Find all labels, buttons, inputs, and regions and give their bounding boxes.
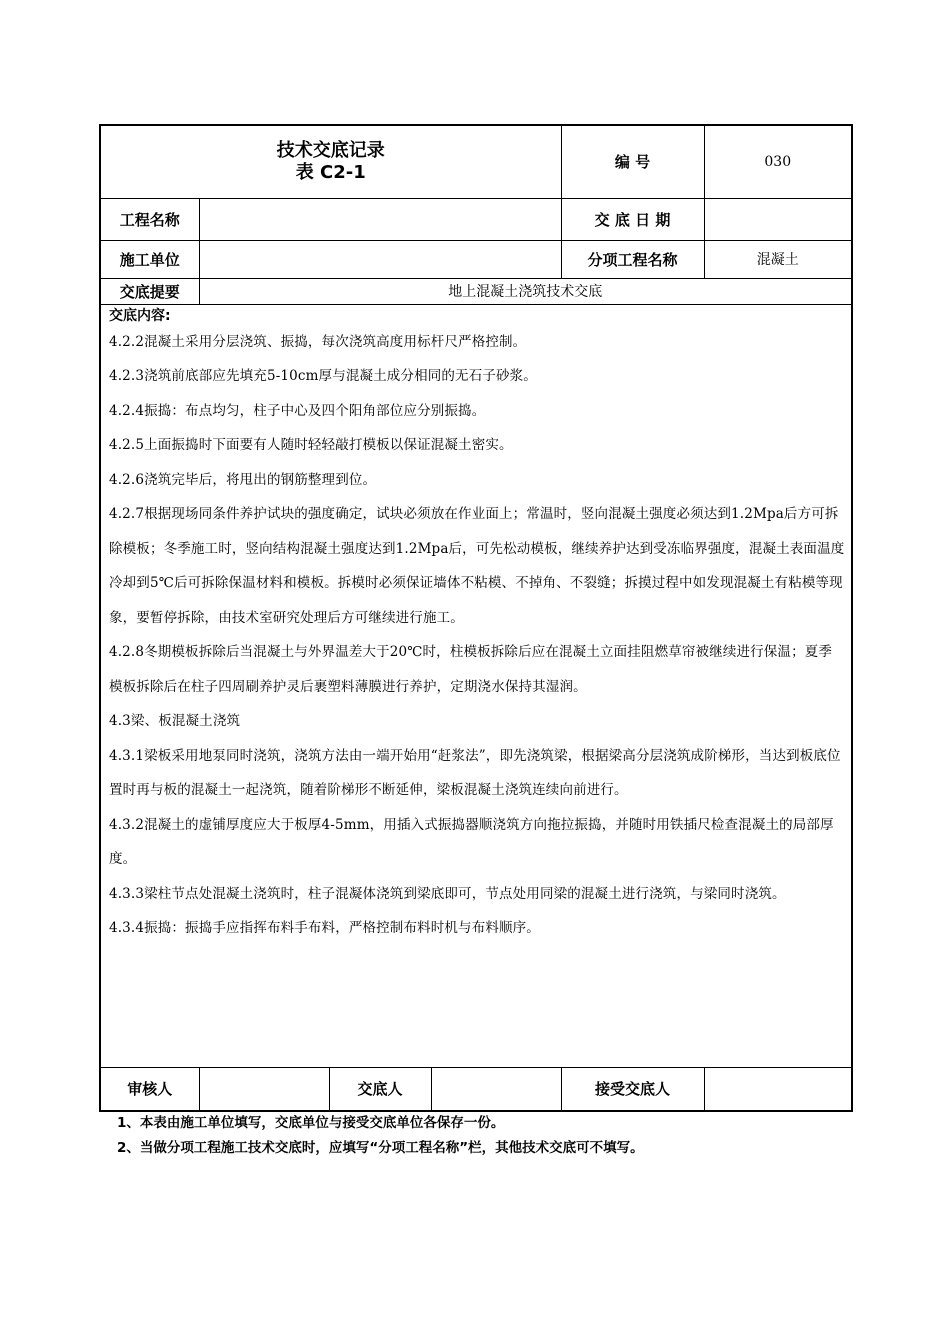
construction-unit-label: 施工单位 [100, 240, 199, 278]
receiver-label: 接受交底人 [561, 1067, 704, 1111]
subproject-field[interactable]: 混凝土 [704, 240, 852, 278]
form-title: 技术交底记录 [276, 139, 385, 161]
content-paragraph: 4.2.6浇筑完毕后，将甩出的钢筋整理到位。 [109, 471, 377, 488]
form-code: 表 C2-1 [295, 161, 366, 183]
content-paragraph: 4.3.1梁板采用地泵同时浇筑，浇筑方法由一端开始用“赶浆法”，即先浇筑梁，根据梁高分层浇筑成阶梯形，当达到板底位置时再与板的混凝土一起浇筑，随着阶梯形不断延伸，梁板混凝土浇筑连续向前进行。 [109, 747, 841, 798]
content-paragraph: 4.2.7根据现场同条件养护试块的强度确定，试块必须放在作业面上；常温时，竖向混凝土强度必须达到1.2Mpa后方可拆除模板；冬季施工时，竖向结构混凝土强度达到1.2Mpa后，可先松动模板，继续养护达到受冻临界强度，混凝土表面温度冷却到5℃后可拆除保温材料和模板。拆模时必须保证墙体不粘模、不掉角、不裂缝；拆摸过程中如发现混凝土有粘模等现象，要暂停拆除，由技术室研究处理后方可继续进行施工。 [109, 506, 845, 626]
content-heading: 交底内容: [109, 307, 171, 324]
receiver-field[interactable] [704, 1067, 852, 1111]
footnotes [117, 1111, 644, 1161]
summary-field[interactable]: 地上混凝土浇筑技术交底 [199, 278, 852, 304]
number-value[interactable]: 030 [704, 125, 852, 198]
disclosure-record-table [99, 124, 853, 1112]
reviewer-label: 审核人 [100, 1067, 199, 1111]
footnote-2: 2、当做分项工程施工技术交底时，应填写“分项工程名称”栏，其他技术交底可不填写。 [117, 1140, 644, 1156]
summary-label: 交底提要 [100, 278, 199, 304]
subproject-label: 分项工程名称 [561, 240, 704, 278]
content-paragraph: 4.3.2混凝土的虚铺厚度应大于板厚4-5mm，用插入式振捣器顺浇筑方向拖拉振捣，并随时用铁插尺检查混凝土的局部厚度。 [109, 816, 834, 867]
content-paragraph: 4.2.2混凝土采用分层浇筑、振捣，每次浇筑高度用标杆尺严格控制。 [109, 333, 527, 350]
form-title-cell [100, 125, 561, 198]
content-paragraph: 4.2.4振捣：布点均匀，柱子中心及四个阳角部位应分别振捣。 [109, 402, 486, 419]
content-paragraph: 4.3.4振捣：振捣手应指挥布料手布料，严格控制布料时机与布料顺序。 [109, 920, 540, 936]
number-label: 编 号 [561, 125, 704, 198]
project-name-field[interactable] [199, 198, 561, 240]
footnote-1: 1、本表由施工单位填写，交底单位与接受交底单位各保存一份。 [117, 1115, 505, 1131]
reviewer-field[interactable] [199, 1067, 329, 1111]
construction-unit-field[interactable] [199, 240, 561, 278]
content-paragraph: 4.3.3梁柱节点处混凝土浇筑时，柱子混凝体浇筑到梁底即可，节点处用同梁的混凝土进行浇筑，与梁同时浇筑。 [109, 885, 786, 902]
content-paragraph: 4.2.3浇筑前底部应先填充5-10cm厚与混凝土成分相同的无石子砂浆。 [109, 368, 537, 384]
discloser-label: 交底人 [329, 1067, 431, 1111]
project-name-label: 工程名称 [100, 198, 199, 240]
content-cell [100, 304, 852, 1067]
date-label: 交 底 日 期 [561, 198, 704, 240]
content-paragraph: 4.2.8冬期模板拆除后当混凝土与外界温差大于20℃时，柱模板拆除后应在混凝土立面挂阻燃草帘被继续进行保温；夏季模板拆除后在柱子四周刷养护灵后裹塑料薄膜进行养护，定期浇水保持其湿润。 [109, 644, 833, 695]
content-paragraph: 4.2.5上面振捣时下面要有人随时轻轻敲打模板以保证混凝土密实。 [109, 437, 513, 453]
date-field[interactable] [704, 198, 852, 240]
content-section-heading: 4.3梁、板混凝土浇筑 [109, 713, 241, 729]
discloser-field[interactable] [431, 1067, 561, 1111]
